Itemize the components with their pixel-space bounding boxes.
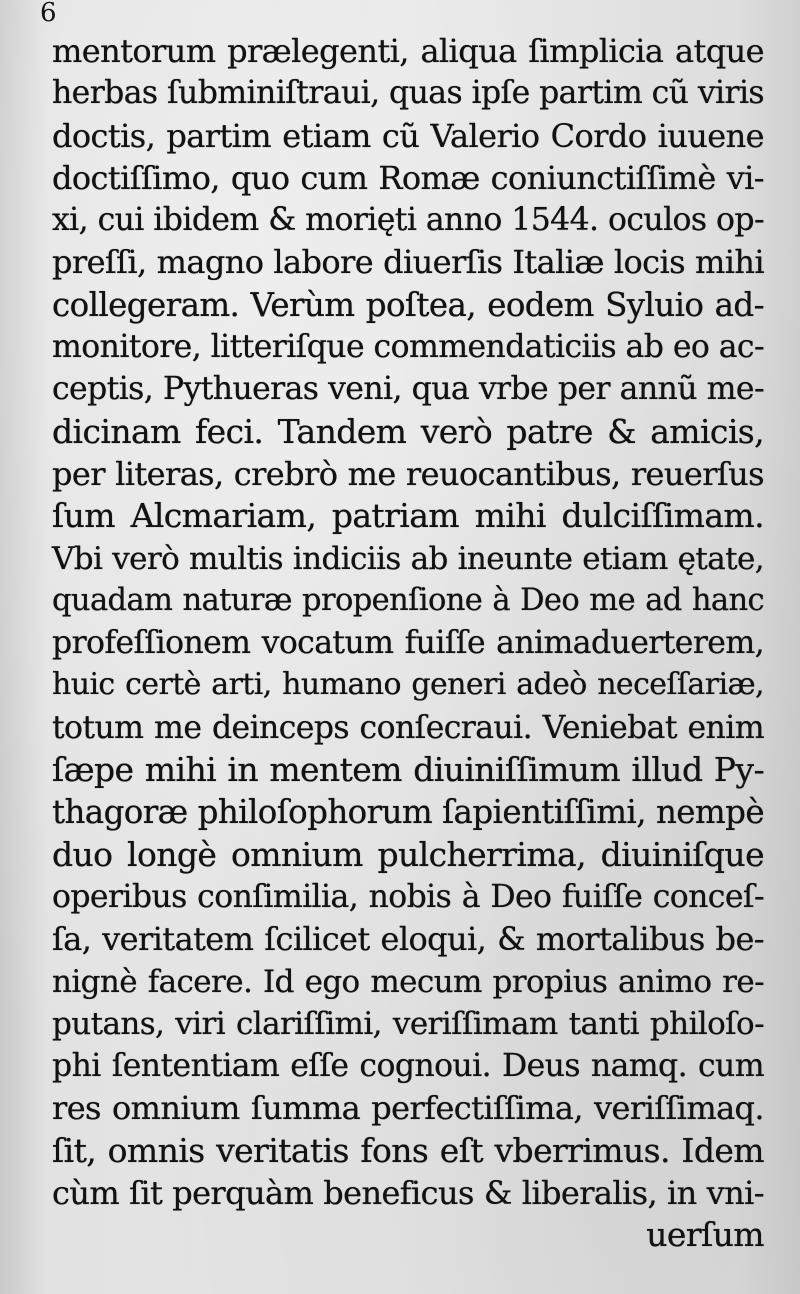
text-line: per literas, crebrò me reuocantibus, reuerſus — [52, 454, 764, 493]
text-line: phi ſententiam eſſe cognoui. Deus namq. cum — [52, 1048, 764, 1085]
text-line: res omnium ſumma perfectiſſima, veriſſimaq. — [52, 1089, 764, 1128]
text-line: ſum Alcmariam, patriam mihi dulciſſimam. — [52, 496, 764, 536]
text-line: ceptis, Pythueras veni, qua vrbe per annũ me- — [52, 371, 764, 408]
text-line: ſit, omnis veritatis fons eſt vberrimus. Idem — [52, 1130, 764, 1170]
text-line: preſſi, magno labore diuerſis Italiæ locis mihi — [52, 243, 764, 282]
text-line: xi, cui ibidem & morięti anno 1544. oculos op- — [52, 202, 764, 239]
text-line: doctiſſimo, quo cum Romæ coniunctiſſimè vi- — [52, 158, 764, 197]
text-line: profeſſionem vocatum fuiſſe animaduerterem, — [52, 625, 764, 662]
text-line: ſa, veritatem ſcilicet eloqui, & mortalibus be- — [52, 920, 764, 959]
text-line: mentorum prælegenti, aliqua ſimplicia atque — [52, 32, 764, 70]
text-line: collegeram. Verùm poſtea, eodem Syluio ad- — [52, 285, 764, 324]
text-line: doctis, partim etiam cũ Valerio Cordo iuuene — [52, 116, 764, 155]
text-line: operibus conſimilia, nobis à Deo fuiſſe conceſ- — [52, 878, 764, 915]
text-line: putans, viri clariſſimi, veriſſimam tanti philoſo- — [52, 1005, 764, 1042]
text-line: duo longè omnium pulcherrima, diuiniſque — [52, 834, 764, 874]
body-text — [52, 30, 764, 1257]
text-line: nignè facere. Id ego mecum propius animo re- — [52, 963, 764, 1000]
text-line: totum me deinceps conſecraui. Veniebat enim — [52, 709, 764, 746]
text-line: ſæpe mihi in mentem diuiniſſimum illud Py- — [52, 750, 764, 790]
text-line: monitore, litteriſque commendaticiis ab eo ac- — [52, 329, 764, 366]
text-line: Vbi verò multis indiciis ab ineunte etiam ętate, — [52, 540, 764, 577]
page-number: 6 — [40, 0, 57, 28]
text-line: herbas ſubminiſtraui, quas ipſe partim cũ viris — [52, 75, 764, 112]
text-line: thagoræ philoſophorum ſapientiſſimi, nempè — [52, 793, 764, 832]
text-line: quadam naturæ propenſione à Deo me ad hanc — [52, 582, 764, 618]
text-line: huic certè arti, humano generi adeò neceſſariæ, — [52, 667, 764, 703]
text-line: dicinam feci. Tandem verò patre & amicis, — [52, 411, 764, 451]
text-line: cùm ſit perquàm beneficus & liberalis, in vni- — [52, 1174, 764, 1213]
catchword: uerſum — [646, 1215, 764, 1255]
